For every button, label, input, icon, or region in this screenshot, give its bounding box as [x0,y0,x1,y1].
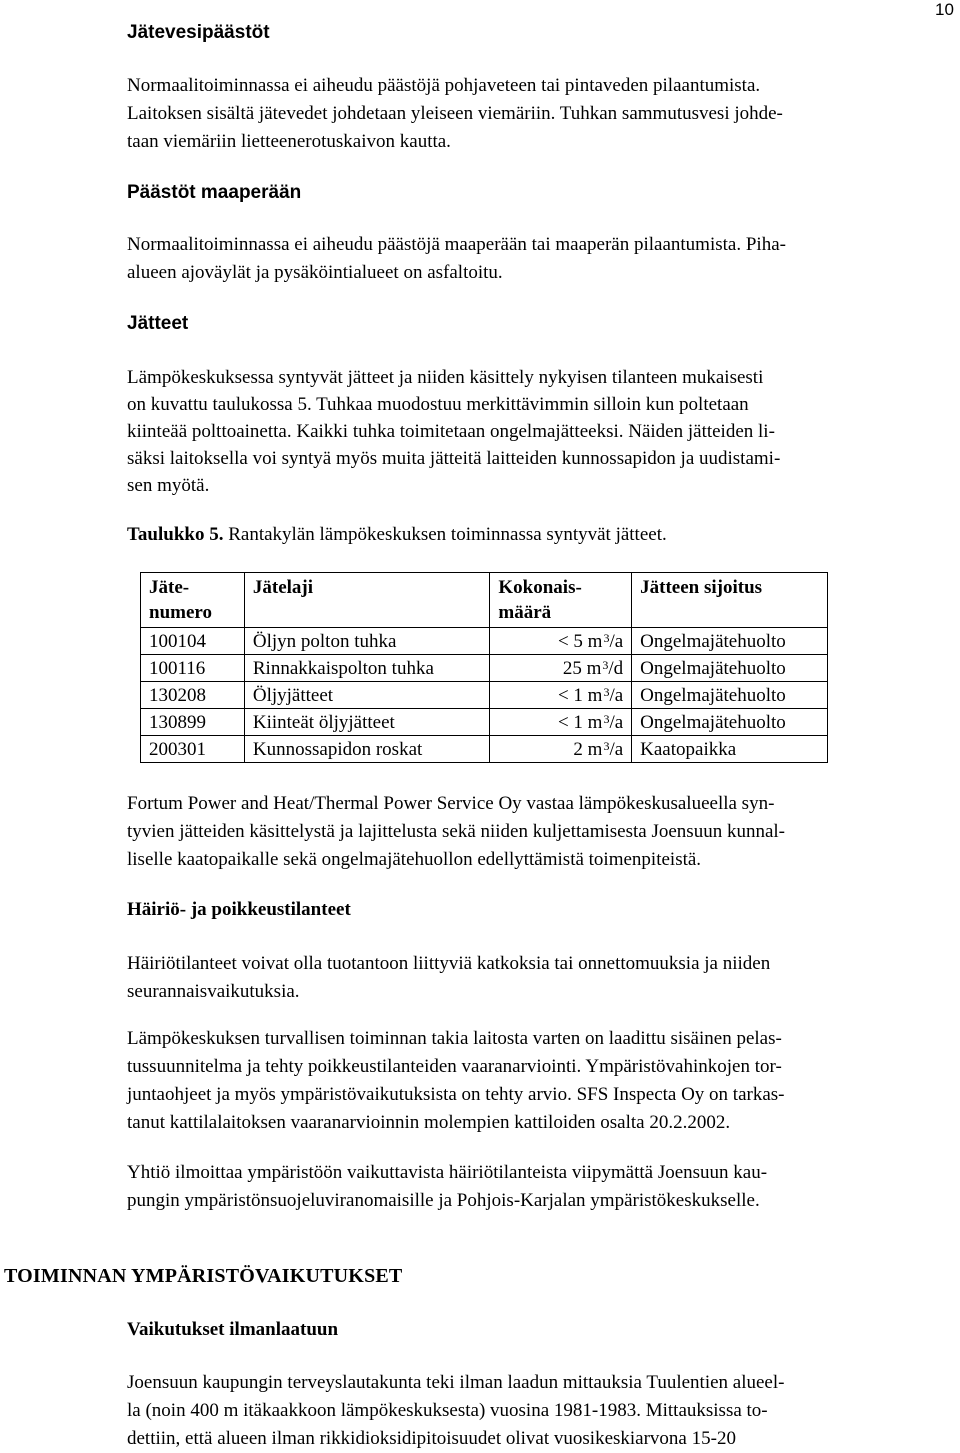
text-line: Normaalitoiminnassa ei aiheudu päästöjä pohjaveteen tai pintaveden pilaantumista. [127,75,761,96]
heading-paastot-maaperaan: Päästöt maaperään [127,182,302,203]
heading-hairio-ja-poikkeustilanteet: Häiriö- ja poikkeustilanteet [127,899,351,920]
table-row [141,736,828,763]
header-text: Jäte- [149,577,190,598]
text-line: Häiriötilanteet voivat olla tuotantoon liittyviä katkoksia tai onnettomuuksia ja niiden [127,953,771,974]
text-line: liselle kaatopaikalle sekä ongelmajätehuollon edellyttämistä toimenpiteistä. [127,849,702,870]
text-line: dettiin, että alueen ilman rikkidioksidipitoisuudet olivat vuosikeskiarvona 15-20 [127,1428,736,1449]
amount-exponent: 3 [602,658,609,672]
heading-vaikutukset-ilmanlaatuun: Vaikutukset ilmanlaatuun [127,1319,339,1340]
amount-unit: /a [609,685,624,706]
cell-type: Kunnossapidon roskat [244,736,490,763]
page-number: 10 [935,0,954,19]
text-line: Laitoksen sisältä jätevedet johdetaan yleiseen viemäriin. Tuhkan sammutusvesi johde- [127,103,783,124]
cell-amount [490,736,632,763]
amount-value: < 1 m [557,685,603,706]
amount-unit: /a [609,712,624,733]
header-jatteen-sijoitus: Jätteen sijoitus [632,573,828,628]
paragraph-ilmanlaatu [127,1369,927,1453]
cell-type: Öljyn polton tuhka [244,628,490,655]
amount-value: < 1 m [557,712,603,733]
cell-amount [490,682,632,709]
amount-value: 2 m [573,739,603,760]
text-line: sen myötä. [127,475,210,496]
cell-type: Rinnakkaispolton tuhka [244,655,490,682]
text-line: tussuunnitelma ja tehty poikkeustilanteiden vaaranarviointi. Ympäristövahinkojen tor- [127,1056,782,1077]
table-row [141,628,828,655]
waste-table [140,572,828,763]
heading-jatteet: Jätteet [127,313,189,334]
cell-place: Kaatopaikka [632,736,828,763]
amount-unit: /a [609,631,624,652]
text-line: Yhtiö ilmoittaa ympäristöön vaikuttavista häiriötilanteista viipymättä Joensuun kau- [127,1162,768,1183]
amount-value: < 5 m [557,631,603,652]
amount-exponent: 3 [603,631,610,645]
paragraph-hairio-2 [127,1025,927,1137]
cell-type: Öljyjätteet [244,682,490,709]
text-line: tyvien jätteiden käsittelystä ja lajittelusta sekä niiden kuljettamisesta Joensuun kunnal- [127,821,785,842]
text-line: taan viemäriin lietteenerotuskaivon kautta. [127,131,451,152]
cell-place: Ongelmajätehuolto [632,628,828,655]
paragraph-fortum [127,790,927,874]
paragraph-jatteet [127,364,927,499]
cell-amount [490,709,632,736]
amount-exponent: 3 [603,739,610,753]
text-line: Joensuun kaupungin terveyslautakunta teki ilman laadun mittauksia Tuulentien alueel- [127,1372,785,1393]
cell-place: Ongelmajätehuolto [632,709,828,736]
cell-code: 200301 [141,736,245,763]
paragraph-maaperaan [127,231,927,287]
cell-code: 130208 [141,682,245,709]
cell-amount [490,655,632,682]
table-caption-text: Rantakylän lämpökeskuksen toiminnassa syntyvät jätteet. [223,524,667,545]
table-header-row [141,573,828,628]
text-line: on kuvattu taulukossa 5. Tuhkaa muodostuu merkittävimmin silloin kun poltetaan [127,394,749,415]
text-line: seurannaisvaikutuksia. [127,981,300,1002]
cell-code: 100116 [141,655,245,682]
heading-toiminnan-ymparistovaikutukset: TOIMINNAN YMPÄRISTÖVAIKUTUKSET [4,1265,403,1287]
table-caption-label: Taulukko 5. [127,524,224,545]
text-line: la (noin 400 m itäkaakkoon lämpökeskuksesta) vuosina 1981-1983. Mittauksissa to- [127,1400,768,1421]
header-jatelaji: Jätelaji [244,573,490,628]
header-text: Kokonais- [498,577,582,598]
cell-place: Ongelmajätehuolto [632,682,828,709]
paragraph-jatevesi [127,72,927,156]
table-row [141,709,828,736]
cell-code: 130899 [141,709,245,736]
text-line: alueen ajoväylät ja pysäköintialueet on asfaltoitu. [127,262,503,283]
header-text: määrä [498,602,552,623]
amount-value: 25 m [562,658,602,679]
amount-unit: /d [608,658,624,679]
header-jatenumero [141,573,245,628]
text-line: Fortum Power and Heat/Thermal Power Service Oy vastaa lämpökeskusalueella syn- [127,793,775,814]
text-line: Lämpökeskuksessa syntyvät jätteet ja niiden käsittely nykyisen tilanteen mukaisesti [127,367,764,388]
cell-amount [490,628,632,655]
cell-type: Kiinteät öljyjätteet [244,709,490,736]
text-line: Lämpökeskuksen turvallisen toiminnan takia laitosta varten on laadittu sisäinen pelas- [127,1028,782,1049]
paragraph-hairio-3 [127,1159,927,1215]
cell-place: Ongelmajätehuolto [632,655,828,682]
header-text: numero [149,602,212,623]
amount-unit: /a [609,739,624,760]
text-line: juntaohjeet ja myös ympäristövaikutuksista on tehty arvio. SFS Inspecta Oy on tarkas- [127,1084,785,1105]
text-line: säksi laitoksella voi syntyä myös muita jätteitä laitteiden kunnossapidon ja uudistami- [127,448,781,469]
table-row [141,655,828,682]
table-row [141,682,828,709]
text-line: Normaalitoiminnassa ei aiheudu päästöjä maaperään tai maaperän pilaantumista. Piha- [127,234,786,255]
amount-exponent: 3 [603,712,610,726]
heading-jatevesipaastot: Jätevesipäästöt [127,22,270,43]
amount-exponent: 3 [603,685,610,699]
text-line: tanut kattilalaitoksen vaaranarvioinnin molempien kattiloiden osalta 20.2.2002. [127,1112,731,1133]
paragraph-hairio-1 [127,950,927,1006]
header-kokonaismaara [490,573,632,628]
text-line: pungin ympäristönsuojeluviranomaisille ja Pohjois-Karjalan ympäristökeskukselle. [127,1190,760,1211]
text-line: kiinteää polttoainetta. Kaikki tuhka toimitetaan ongelmajätteeksi. Näiden jätteiden li- [127,421,775,442]
cell-code: 100104 [141,628,245,655]
table-caption [127,524,667,546]
